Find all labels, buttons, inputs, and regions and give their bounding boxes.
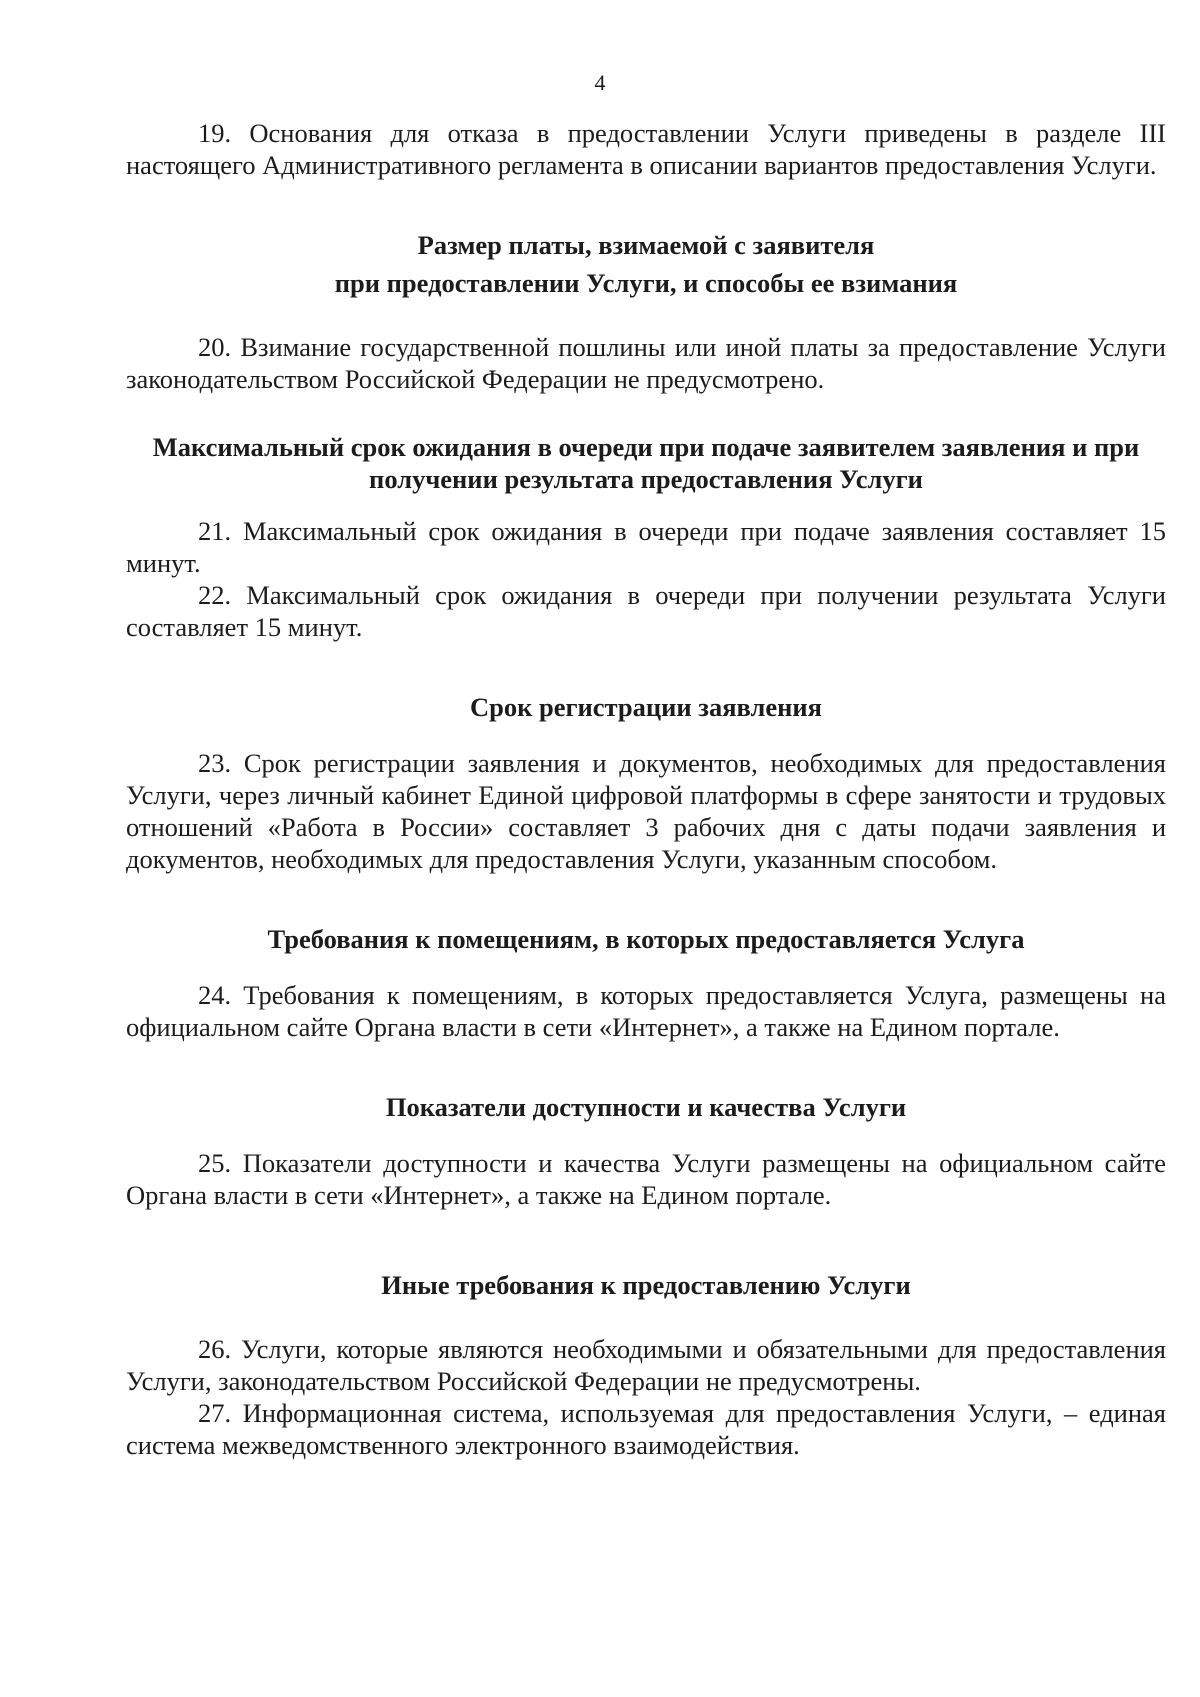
paragraph-20: 20. Взимание государственной пошлины или иной платы за предоставление Услуги законодательством Российской Федерации не предусмотрено. [126, 332, 1166, 394]
heading-premises: Требования к помещениям, в которых предоставляется Услуга [267, 924, 1025, 954]
heading-fee-line-1: Размер платы, взимаемой с заявителя [417, 230, 875, 260]
paragraph-23: 23. Срок регистрации заявления и документов, необходимых для предоставления Услуги, через личный кабинет Единой цифровой платформы в сфере занятости и трудовых отношений «Работа в России» составляет 3 рабочих дня с даты подачи заявления и документов, необходимых для предоставления Услуги, указанным способом. [126, 748, 1166, 874]
heading-registration: Срок регистрации заявления [469, 692, 823, 722]
paragraph-24: 24. Требования к помещениям, в которых предоставляется Услуга, размещены на официальном сайте Органа власти в сети «Интернет», а также на Едином портале. [126, 980, 1166, 1042]
document-body [126, 117, 1166, 1461]
heading-queue: Максимальный срок ожидания в очереди при подаче заявителем заявления и при получении результата предоставления Услуги [152, 432, 1140, 494]
paragraph-22: 22. Максимальный срок ожидания в очереди при получении результата Услуги составляет 15 минут. [126, 580, 1166, 642]
paragraph-25: 25. Показатели доступности и качества Услуги размещены на официальном сайте Органа власти в сети «Интернет», а также на Едином портале. [126, 1148, 1166, 1210]
paragraph-26: 26. Услуги, которые являются необходимыми и обязательными для предоставления Услуги, законодательством Российской Федерации не предусмотрены. [126, 1334, 1166, 1396]
paragraph-19: 19. Основания для отказа в предоставлении Услуги приведены в разделе III настоящего Административного регламента в описании вариантов предоставления Услуги. [126, 118, 1166, 180]
heading-fee-line-2: при предоставлении Услуги, и способы ее взимания [334, 268, 958, 298]
paragraph-21: 21. Максимальный срок ожидания в очереди при подаче заявления составляет 15 минут. [126, 516, 1166, 578]
page-number: 4 [594, 70, 606, 95]
heading-quality: Показатели доступности и качества Услуги [385, 1092, 907, 1122]
paragraph-27: 27. Информационная система, используемая для предоставления Услуги, – единая система межведомственного электронного взаимодействия. [126, 1398, 1166, 1460]
heading-other-requirements: Иные требования к предоставлению Услуги [381, 1270, 911, 1300]
